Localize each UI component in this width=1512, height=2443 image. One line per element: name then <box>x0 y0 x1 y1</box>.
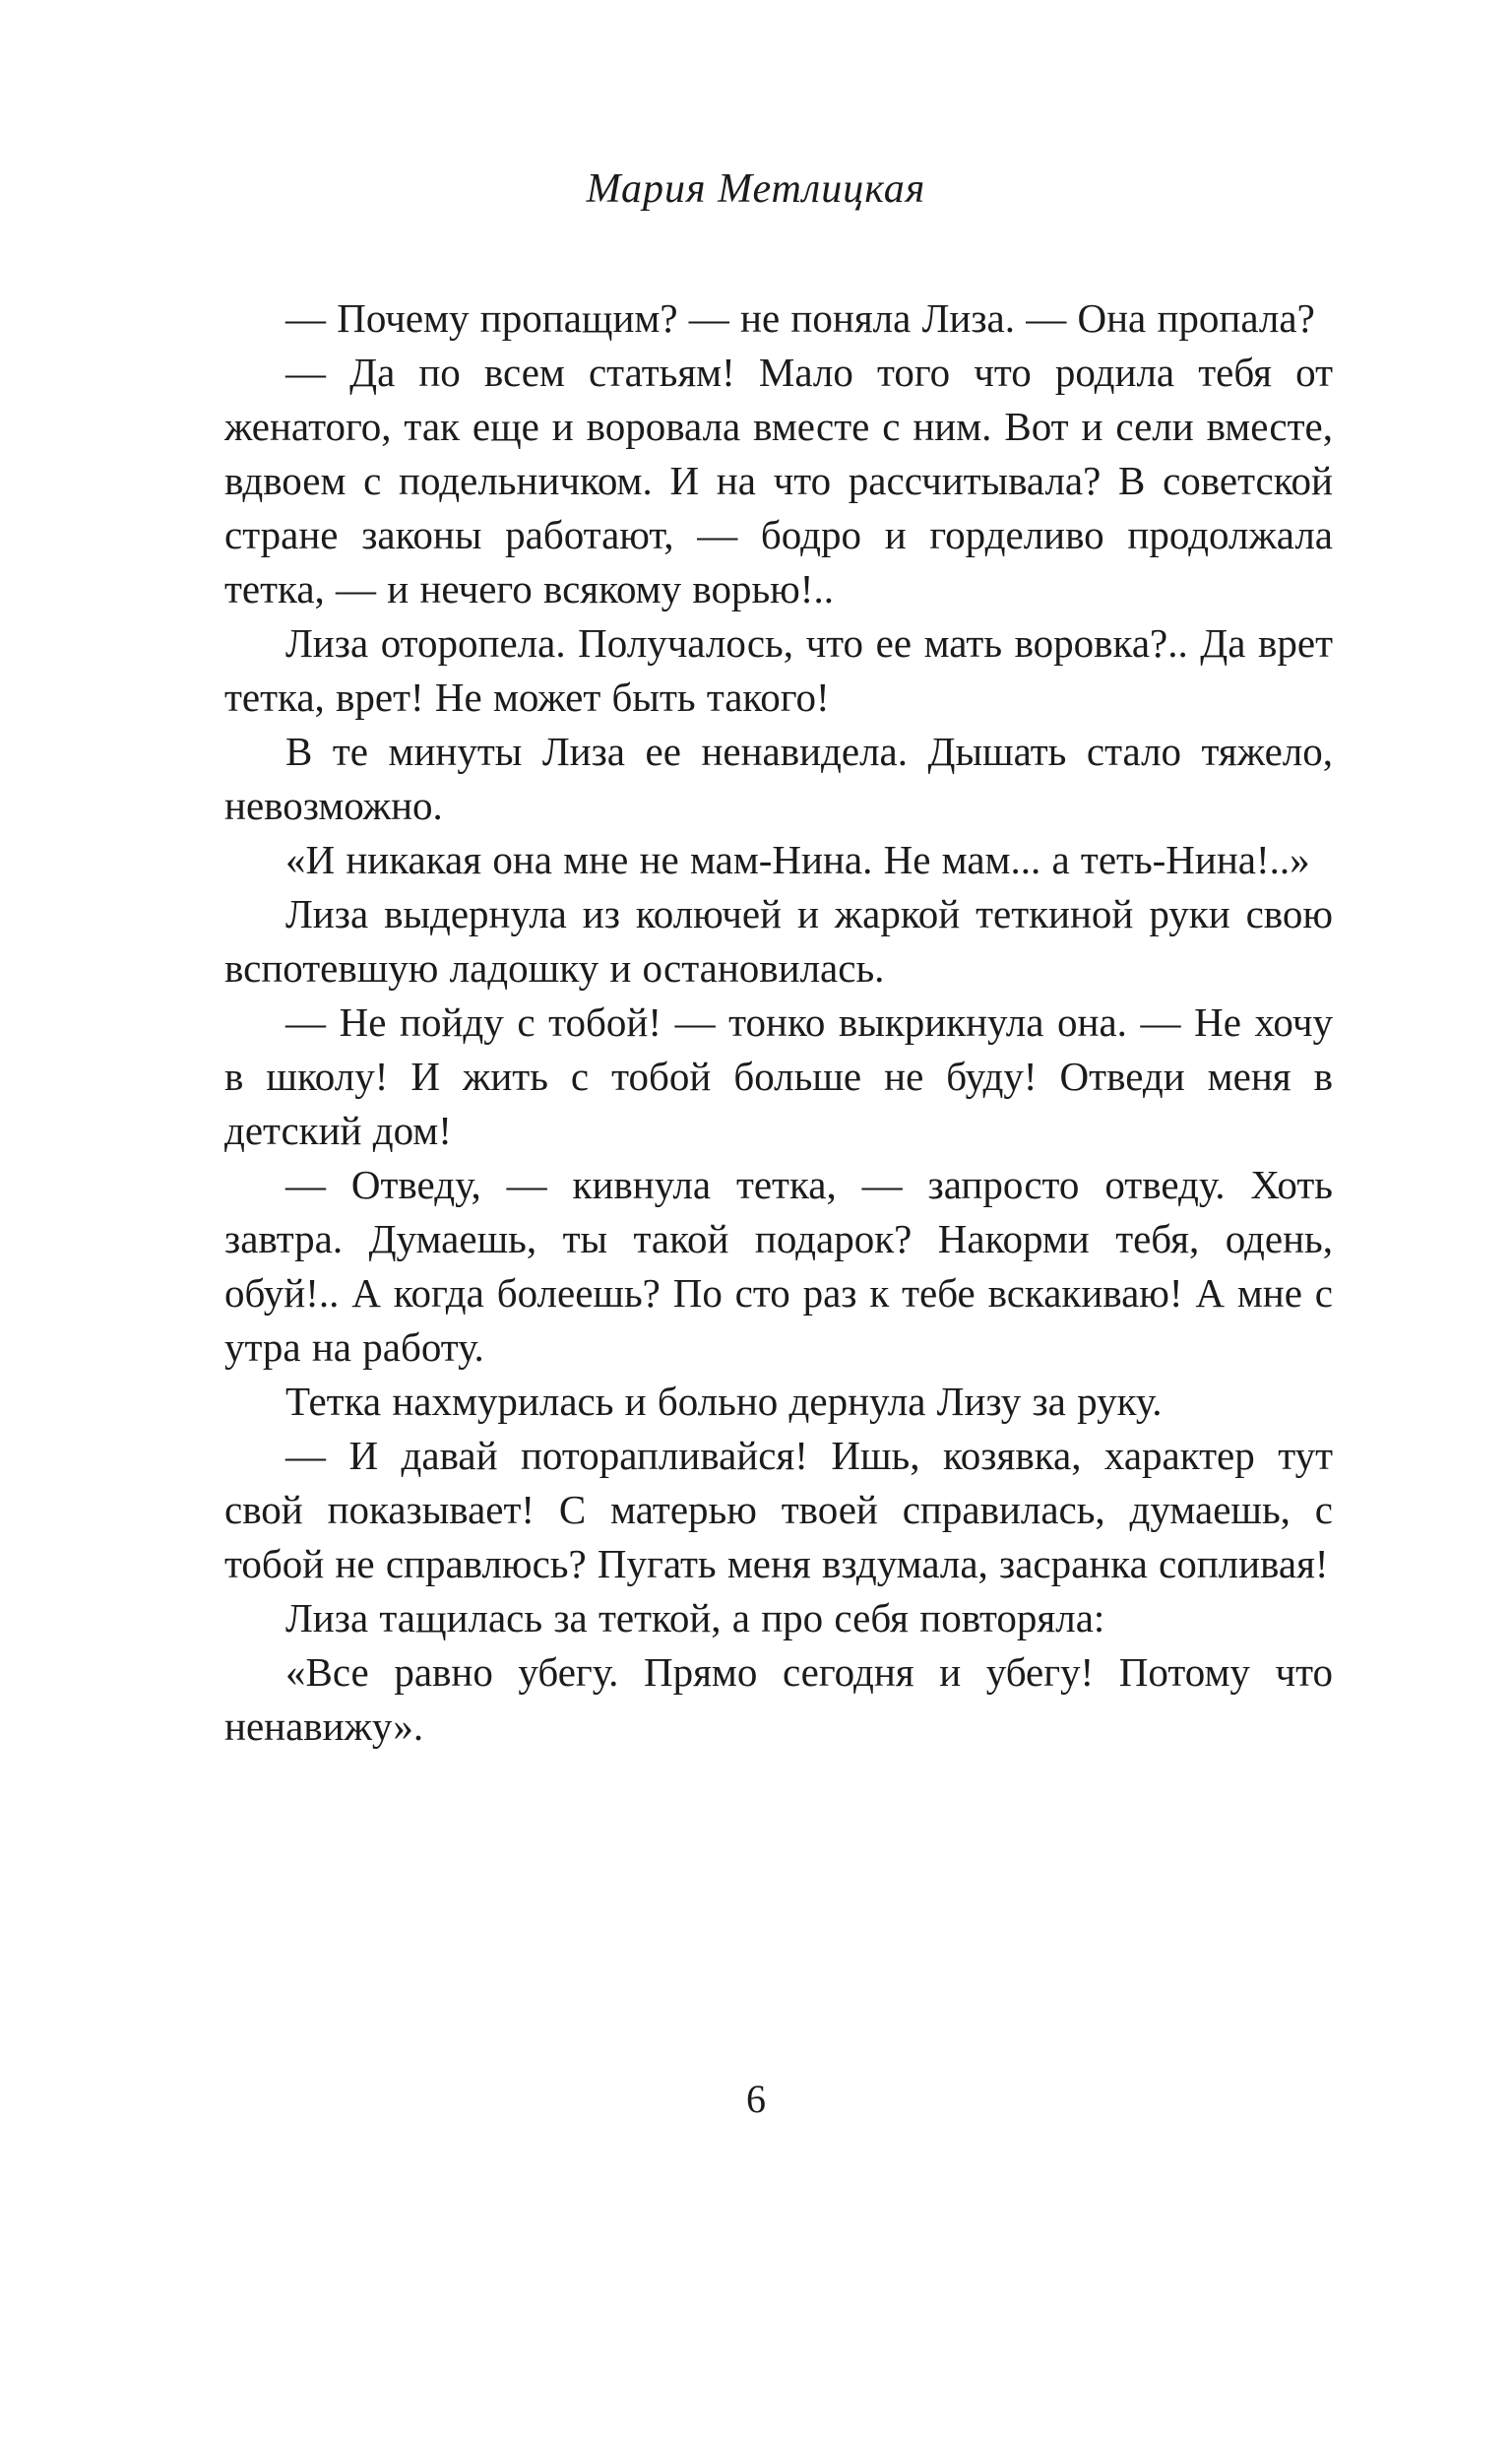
paragraph: В те минуты Лиза ее ненавидела. Дышать стало тяжело, невозможно. <box>224 729 1333 828</box>
page-number: 6 <box>746 2077 766 2121</box>
paragraph: Тетка нахмурилась и больно дернула Лизу за руку. <box>285 1379 1163 1424</box>
paragraph: «И никакая она мне не мам-Нина. Не мам... а теть-Нина!..» <box>285 837 1310 882</box>
paragraph: — Почему пропащим? — не поняла Лиза. — Она пропала? <box>285 295 1315 341</box>
paragraph: Лиза оторопела. Получалось, что ее мать воровка?.. Да врет тетка, врет! Не может быть такого! <box>224 620 1333 720</box>
paragraph: — И давай поторапливайся! Ишь, козявка, характер тут свой показывает! С матерью твоей справилась, думаешь, с тобой не справлюсь? Пугать меня вздумала, засранка сопливая! <box>224 1433 1333 1586</box>
body-text <box>224 291 1333 1754</box>
paragraph: Лиза тащилась за теткой, а про себя повторяла: <box>285 1595 1105 1640</box>
paragraph: «Все равно убегу. Прямо сегодня и убегу! Потому что ненавижу». <box>224 1649 1333 1749</box>
paragraph: — Отведу, — кивнула тетка, — запросто отведу. Хоть завтра. Думаешь, ты такой подарок? Накорми тебя, одень, обуй!.. А когда болеешь? По сто раз к тебе вскакиваю! А мне с утра на работу. <box>224 1162 1333 1370</box>
paragraph: — Да по всем статьям! Мало того что родила тебя от женатого, так еще и воровала вместе с ним. Вот и сели вместе, вдвоем с подельничком. И на что рассчитывала? В советской стране законы работают, — бодро и горделиво продолжала тетка, — и нечего всякому ворью!.. <box>224 350 1333 611</box>
running-header-author: Мария Метлицкая <box>586 166 926 212</box>
paragraph: Лиза выдернула из колючей и жаркой теткиной руки свою вспотевшую ладошку и остановилась. <box>224 891 1333 991</box>
paragraph: — Не пойду с тобой! — тонко выкрикнула она. — Не хочу в школу! И жить с тобой больше не буду! Отведи меня в детский дом! <box>224 999 1333 1153</box>
